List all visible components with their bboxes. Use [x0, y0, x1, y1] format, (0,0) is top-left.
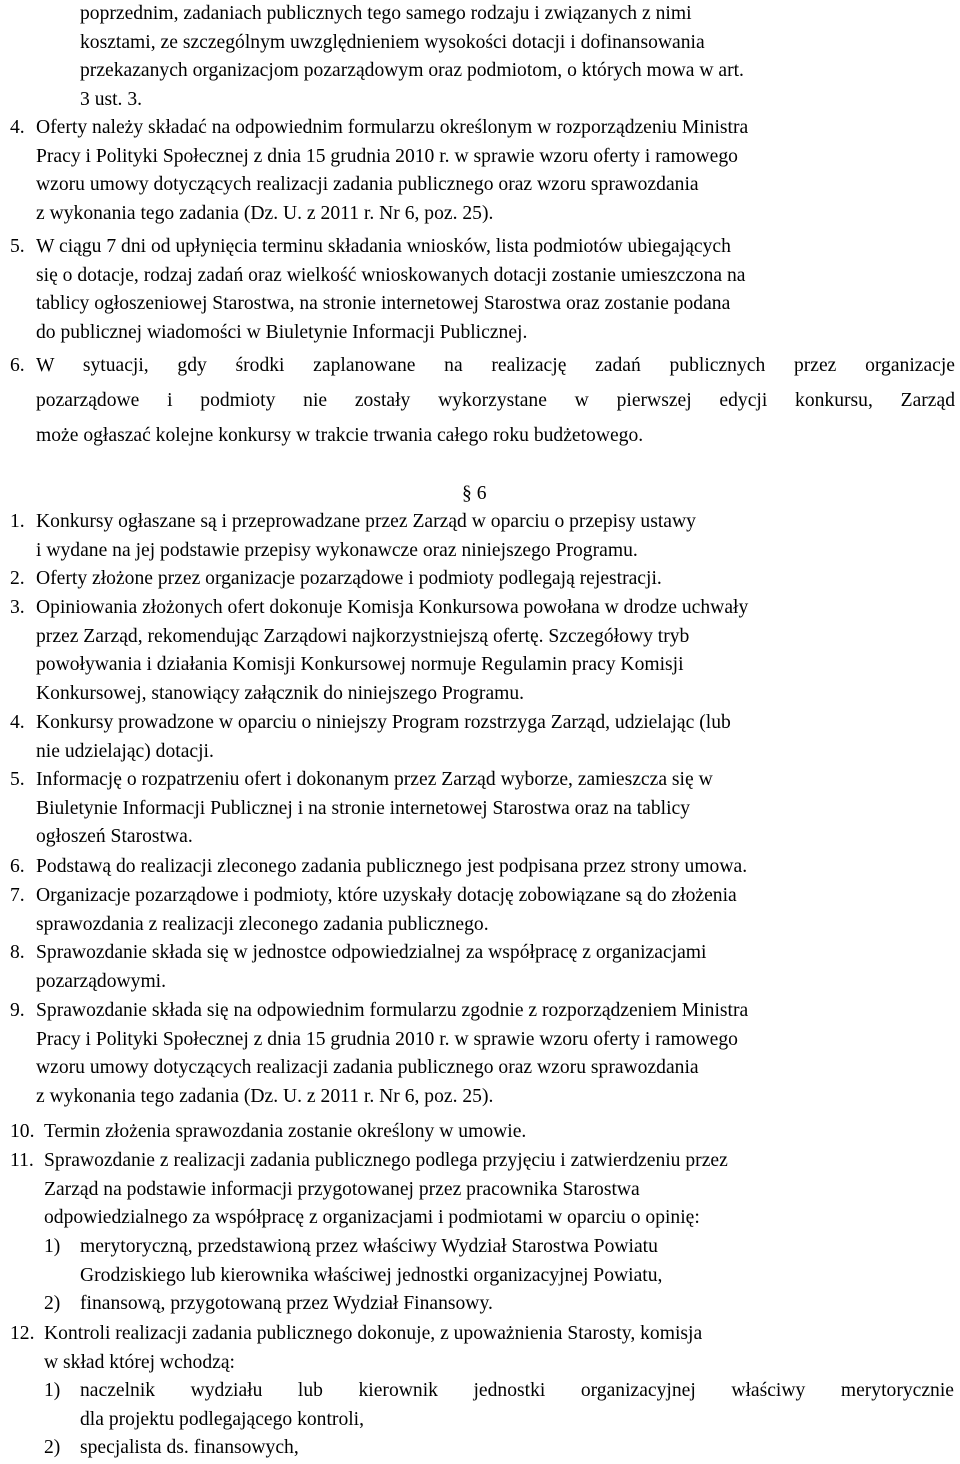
sub-item-number: 2)	[44, 1293, 61, 1314]
item-number: 4.	[10, 712, 25, 733]
item-number: 1.	[10, 511, 25, 532]
text-line: się o dotacje, rodzaj zadań oraz wielkość wnioskowanych dotacji zostanie umieszczona na	[36, 264, 746, 286]
text-line: dla projektu podlegającego kontroli,	[80, 1408, 365, 1430]
text-line: Podstawą do realizacji zleconego zadania publicznego jest podpisana przez strony umowa.	[36, 856, 748, 877]
sub-item-2	[44, 1434, 954, 1463]
text-line: finansową, przygotowaną przez Wydział Finansowy.	[80, 1293, 493, 1314]
sub-item-number: 1)	[44, 1236, 61, 1257]
sub-item-1	[44, 1233, 954, 1290]
text-line: 3 ust. 3.	[80, 88, 143, 110]
text-line: przekazanych organizacjom pozarządowym oraz podmiotom, o których mowa w art.	[80, 60, 744, 81]
item-number: 4.	[10, 117, 25, 138]
text-line: pozarządowe i podmioty nie zostały wykorzystane w pierwszej edycji konkursu, Zarząd	[36, 390, 955, 411]
text-line: przez Zarząd, rekomendując Zarządowi najkorzystniejszą ofertę. Szczegółowy tryb	[36, 625, 690, 647]
text-line: powoływania i działania Komisji Konkursowej normuje Regulamin pracy Komisji	[36, 654, 684, 675]
text-line: ogłoszeń Starostwa.	[36, 826, 193, 847]
text-line: pozarządowymi.	[36, 970, 167, 992]
text-line: Opiniowania złożonych ofert dokonuje Komisja Konkursowa powołana w drodze uchwały	[36, 597, 749, 618]
text-line: Oferty złożone przez organizacje pozarządowe i podmioty podlegają rejestracji.	[36, 568, 662, 589]
sub-list-12	[44, 1377, 954, 1463]
list-item-b6	[10, 853, 955, 882]
text-line: wzoru umowy dotyczących realizacji zadania publicznego oraz wzoru sprawozdania	[36, 1057, 699, 1078]
text-line: tablicy ogłoszeniowej Starostwa, na stronie internetowej Starostwa oraz zostanie podana	[36, 293, 731, 314]
list-item-b9	[10, 997, 955, 1111]
list-item-b7	[10, 882, 955, 939]
intro-paragraph	[80, 0, 955, 114]
list-item-b4	[10, 709, 955, 766]
text-line: Zarząd na podstawie informacji przygotowanej przez pracownika Starostwa	[44, 1178, 640, 1200]
text-line: Biuletynie Informacji Publicznej i na stronie internetowej Starostwa oraz na tablicy	[36, 797, 691, 819]
list-item-b8	[10, 939, 955, 996]
text-line: Grodziskiego lub kierownika właściwej jednostki organizacyjnej Powiatu,	[80, 1264, 663, 1286]
item-number: 9.	[10, 1000, 25, 1021]
section-sign-icon: §	[462, 483, 472, 504]
text-line: wzoru umowy dotyczących realizacji zadania publicznego oraz wzoru sprawozdania	[36, 174, 699, 195]
text-line: poprzednim, zadaniach publicznych tego samego rodzaju i związanych z nimi	[80, 3, 692, 24]
text-line: do publicznej wiadomości w Biuletynie Informacji Publicznej.	[36, 321, 528, 343]
text-line: może ogłaszać kolejne konkursy w trakcie trwania całego roku budżetowego.	[36, 425, 644, 446]
item-number: 8.	[10, 942, 25, 963]
section-heading	[462, 480, 487, 509]
item-number: 11.	[10, 1150, 34, 1171]
list-item-b11	[10, 1147, 955, 1233]
list-item-b3	[10, 594, 955, 708]
text-line: sprawozdania z realizacji zleconego zadania publicznego.	[36, 913, 489, 935]
text-line: i wydane na jej podstawie przepisy wykonawcze oraz niniejszego Programu.	[36, 539, 638, 561]
list-item-b10	[10, 1118, 955, 1147]
text-line: Pracy i Polityki Społecznej z dnia 15 grudnia 2010 r. w sprawie wzoru oferty i ramowego	[36, 145, 738, 167]
text-line: Sprawozdanie składa się w jednostce odpowiedzialnej za współpracę z organizacjami	[36, 942, 707, 963]
list-item-b1	[10, 508, 955, 565]
text-line: merytoryczną, przedstawioną przez właściwy Wydział Starostwa Powiatu	[80, 1236, 658, 1257]
text-line: Organizacje pozarządowe i podmioty, które uzyskały dotację zobowiązane są do złożenia	[36, 885, 737, 906]
text-line: Pracy i Polityki Społecznej z dnia 15 grudnia 2010 r. w sprawie wzoru oferty i ramowego	[36, 1028, 738, 1050]
list-item-a6	[10, 348, 955, 453]
item-number: 7.	[10, 885, 25, 906]
text-line: Sprawozdanie składa się na odpowiednim formularzu zgodnie z rozporządzeniem Ministra	[36, 1000, 749, 1021]
sub-item-2	[44, 1290, 954, 1319]
list-item-b12	[10, 1320, 955, 1377]
sub-item-1	[44, 1377, 954, 1434]
item-number: 5.	[10, 769, 25, 790]
list-item-a4	[10, 114, 955, 228]
text-line: W ciągu 7 dni od upłynięcia terminu składania wniosków, lista podmiotów ubiegających	[36, 236, 731, 257]
text-line: Konkursowej, stanowiący załącznik do niniejszego Programu.	[36, 682, 525, 704]
text-line: naczelnik wydziału lub kierownik jednostki organizacyjnej właściwy merytorycznie	[80, 1380, 954, 1401]
text-line: Konkursy ogłaszane są i przeprowadzane przez Zarząd w oparciu o przepisy ustawy	[36, 511, 696, 532]
text-line: Informację o rozpatrzeniu ofert i dokonanym przez Zarząd wyborze, zamieszcza się w	[36, 769, 713, 790]
text-line: Kontroli realizacji zadania publicznego dokonuje, z upoważnienia Starosty, komisja	[44, 1323, 703, 1344]
sub-item-number: 1)	[44, 1380, 61, 1401]
text-line: specjalista ds. finansowych,	[80, 1437, 299, 1458]
section-number: 6	[476, 483, 487, 504]
item-number: 2.	[10, 568, 25, 589]
item-number: 12.	[10, 1323, 35, 1344]
list-item-b5	[10, 766, 955, 852]
text-line: z wykonania tego zadania (Dz. U. z 2011 r. Nr 6, poz. 25).	[36, 202, 494, 224]
text-line: W sytuacji, gdy środki zaplanowane na realizację zadań publicznych przez organizacje	[36, 355, 955, 376]
text-line: odpowiedzialnego za współpracę z organizacjami i podmiotami w oparciu o opinię:	[44, 1207, 700, 1228]
text-line: nie udzielając) dotacji.	[36, 740, 214, 762]
sub-list-11	[44, 1233, 954, 1319]
text-line: Oferty należy składać na odpowiednim formularzu określonym w rozporządzeniu Ministra	[36, 117, 749, 138]
text-line: Sprawozdanie z realizacji zadania publicznego podlega przyjęciu i zatwierdzeniu przez	[44, 1150, 728, 1171]
item-number: 6.	[10, 355, 25, 376]
text-line: kosztami, ze szczególnym uwzględnieniem wysokości dotacji i dofinansowania	[80, 31, 705, 53]
text-line: w skład której wchodzą:	[44, 1351, 235, 1373]
sub-item-number: 2)	[44, 1437, 61, 1458]
text-line: Termin złożenia sprawozdania zostanie określony w umowie.	[44, 1121, 527, 1142]
text-line: Konkursy prowadzone w oparciu o niniejszy Program rozstrzyga Zarząd, udzielając (lub	[36, 712, 731, 733]
item-number: 5.	[10, 236, 25, 257]
list-item-b2	[10, 565, 955, 594]
item-number: 10.	[10, 1121, 35, 1142]
item-number: 3.	[10, 597, 25, 618]
text-line: z wykonania tego zadania (Dz. U. z 2011 r. Nr 6, poz. 25).	[36, 1085, 494, 1107]
item-number: 6.	[10, 856, 25, 877]
list-item-a5	[10, 233, 955, 347]
